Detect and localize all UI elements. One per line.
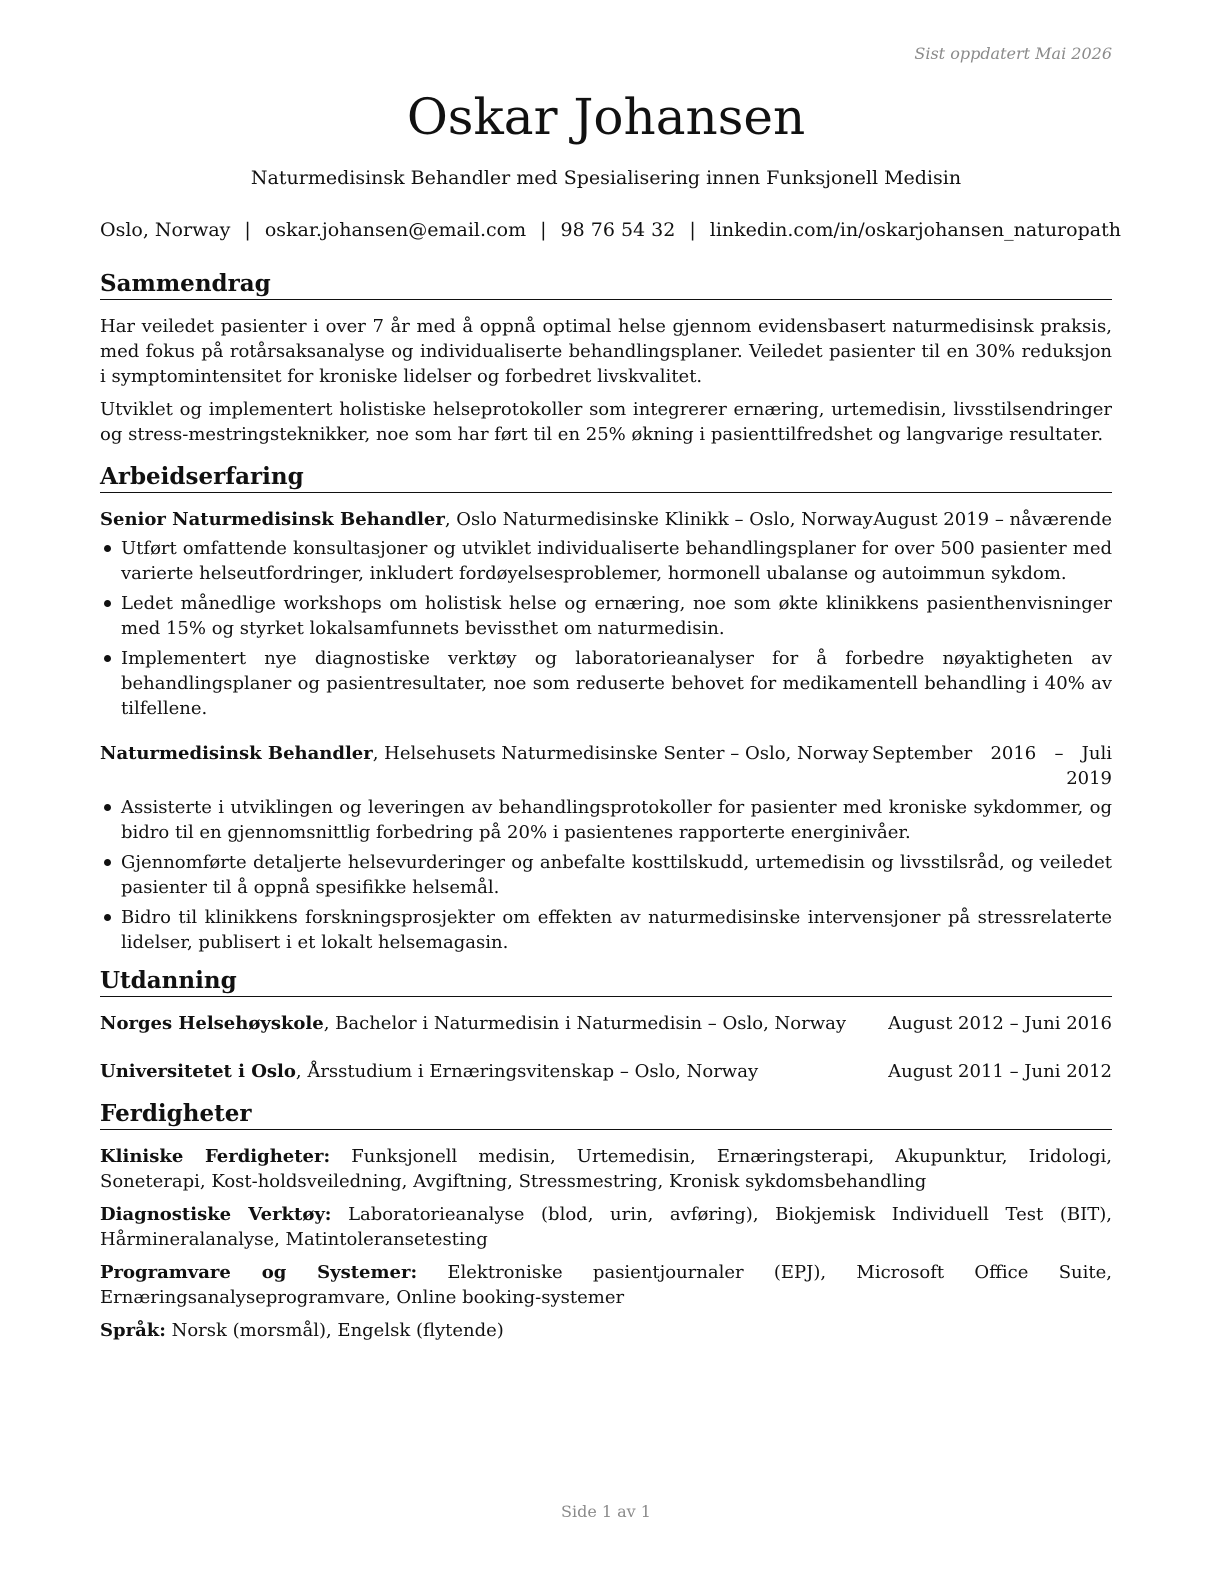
contact-location: Oslo, Norway bbox=[100, 219, 231, 241]
bullet-icon bbox=[104, 655, 111, 662]
job-dates: September 2016 – Juli 2019 bbox=[872, 743, 1112, 789]
skill-text: Elektroniske pasientjournaler (EPJ), Microsoft Office Suite, Ernæringsanalyseprogramvare, Online booking-systemer bbox=[100, 1262, 1112, 1308]
education-entry bbox=[100, 1011, 1112, 1036]
education-school: Universitetet i Oslo bbox=[100, 1061, 296, 1082]
contact-separator: | bbox=[244, 219, 251, 241]
list-item bbox=[100, 646, 1112, 721]
education-dates: August 2012 – Juni 2016 bbox=[888, 1013, 1112, 1034]
page-number: Side 1 av 1 bbox=[561, 1502, 651, 1521]
contact-separator: | bbox=[689, 219, 696, 241]
skill-row bbox=[100, 1144, 1112, 1194]
bullet-icon bbox=[104, 914, 111, 921]
contact-line bbox=[100, 219, 1121, 241]
skill-label: Diagnostiske Verktøy: bbox=[100, 1204, 332, 1225]
bullet-icon bbox=[104, 804, 111, 811]
skill-label: Programvare og Systemer: bbox=[100, 1262, 418, 1283]
job-header bbox=[100, 741, 1112, 791]
skill-row bbox=[100, 1202, 1112, 1252]
summary-paragraph: Har veiledet pasienter i over 7 år med å oppnå optimal helse gjennom evidensbasert naturmedisinsk praksis, med fokus på rotårsaksanalyse og individualiserte behandlingsplaner. Veiledet pasienter til en 30% reduksjon i symptomintensitet for kroniske lidelser og forbedret livskvalitet. bbox=[100, 316, 1112, 387]
candidate-subtitle: Naturmedisinsk Behandler med Spesialisering innen Funksjonell Medisin bbox=[250, 167, 962, 189]
job-bullets bbox=[100, 536, 1112, 721]
section-title-experience: Arbeidserfaring bbox=[100, 463, 1112, 493]
section-title-skills: Ferdigheter bbox=[100, 1100, 1112, 1130]
summary-paragraph: Utviklet og implementert holistiske helseprotokoller som integrerer ernæring, urtemedisin, livsstilsendringer og stress-mestringsteknikker, noe som har ført til en 25% økning i pasienttilfredshet og langvarige resultater. bbox=[100, 399, 1112, 445]
bullet-text: Implementert nye diagnostiske verktøy og laboratorieanalyser for å forbedre nøyaktigheten av behandlingsplaner og pasientresultater, noe som reduserte behovet for medikamentell behandling i 40% av tilfellene. bbox=[121, 648, 1112, 719]
bullet-icon bbox=[104, 859, 111, 866]
list-item bbox=[100, 795, 1112, 845]
list-item bbox=[100, 850, 1112, 900]
candidate-name: Oskar Johansen bbox=[406, 88, 806, 146]
experience-section bbox=[100, 463, 1112, 955]
list-item bbox=[100, 591, 1112, 641]
education-title-line bbox=[100, 1059, 888, 1084]
contact-email[interactable]: oskar.johansen@email.com bbox=[264, 219, 527, 241]
education-detail: , Bachelor i Naturmedisin i Naturmedisin – Oslo, Norway bbox=[323, 1013, 847, 1034]
bullet-icon bbox=[104, 545, 111, 552]
bullet-text: Bidro til klinikkens forskningsprosjekter om effekten av naturmedisinske intervensjoner på stressrelaterte lidelser, publisert i et lokalt helsemagasin. bbox=[121, 907, 1112, 953]
skill-text: Laboratorieanalyse (blod, urin, avføring), Biokjemisk Individuell Test (BIT), Hårmineralanalyse, Matintoleransetesting bbox=[100, 1204, 1113, 1250]
bullet-text: Gjennomførte detaljerte helsevurderinger og anbefalte kosttilskudd, urtemedisin og livsstilsråd, og veiledet pasienter til å oppnå spesifikke helsemål. bbox=[121, 852, 1112, 898]
bullet-text: Utført omfattende konsultasjoner og utviklet individualiserte behandlingsplaner for over 500 pasienter med varierte helseutfordringer, inkludert fordøyelsesproblemer, hormonell ubalanse og autoimmun sykdom. bbox=[121, 538, 1112, 584]
job-org: , Oslo Naturmedisinske Klinikk – Oslo, Norway bbox=[444, 509, 873, 530]
job-org: , Helsehusets Naturmedisinske Senter – Oslo, Norway bbox=[372, 743, 869, 764]
list-item bbox=[100, 536, 1112, 586]
section-title-summary: Sammendrag bbox=[100, 270, 1112, 300]
job-bullets bbox=[100, 795, 1112, 955]
list-item bbox=[100, 905, 1112, 955]
education-dates: August 2011 – Juni 2012 bbox=[888, 1061, 1112, 1082]
job-role: Naturmedisinsk Behandler bbox=[100, 743, 373, 764]
bullet-icon bbox=[104, 600, 111, 607]
bullet-text: Assisterte i utviklingen og leveringen av behandlingsprotokoller for pasienter med kroniske sykdommer, og bidro til en gjennomsnittlig forbedring på 20% i pasientenes rapporterte energinivåer. bbox=[121, 797, 1112, 843]
job-entry bbox=[100, 507, 1112, 721]
skill-row bbox=[100, 1260, 1112, 1310]
skill-text: Funksjonell medisin, Urtemedisin, Ernæringsterapi, Akupunktur, Iridologi, Soneterapi, Kost-holdsveiledning, Avgiftning, Stressmestring, Kronisk sykdomsbehandling bbox=[100, 1146, 1112, 1192]
section-title-education: Utdanning bbox=[100, 967, 1112, 997]
skills-section bbox=[100, 1100, 1112, 1343]
summary-section bbox=[100, 270, 1112, 447]
resume-content bbox=[100, 270, 1112, 1351]
job-role: Senior Naturmedisinsk Behandler bbox=[100, 509, 445, 530]
skill-label: Språk: bbox=[100, 1320, 166, 1341]
last-updated: Sist oppdatert Mai 2026 bbox=[914, 44, 1112, 63]
job-dates: August 2019 – nåværende bbox=[873, 509, 1112, 530]
skill-label: Kliniske Ferdigheter: bbox=[100, 1146, 331, 1167]
contact-linkedin[interactable]: linkedin.com/in/oskarjohansen_naturopath bbox=[709, 219, 1121, 241]
job-entry bbox=[100, 741, 1112, 955]
skill-text: Norsk (morsmål), Engelsk (flytende) bbox=[165, 1320, 504, 1341]
bullet-text: Ledet månedlige workshops om holistisk helse og ernæring, noe som økte klinikkens pasienthenvisninger med 15% og styrket lokalsamfunnets bevissthet om naturmedisin. bbox=[121, 593, 1112, 639]
job-title-line bbox=[100, 741, 872, 791]
job-header bbox=[100, 507, 1112, 532]
education-entry bbox=[100, 1059, 1112, 1084]
education-section bbox=[100, 967, 1112, 1084]
education-detail: , Årsstudium i Ernæringsvitenskap – Oslo, Norway bbox=[295, 1061, 759, 1082]
education-title-line bbox=[100, 1011, 888, 1036]
skill-row bbox=[100, 1318, 1112, 1343]
contact-phone: 98 76 54 32 bbox=[560, 219, 676, 241]
education-school: Norges Helsehøyskole bbox=[100, 1013, 324, 1034]
contact-separator: | bbox=[540, 219, 547, 241]
job-title-line bbox=[100, 507, 873, 532]
